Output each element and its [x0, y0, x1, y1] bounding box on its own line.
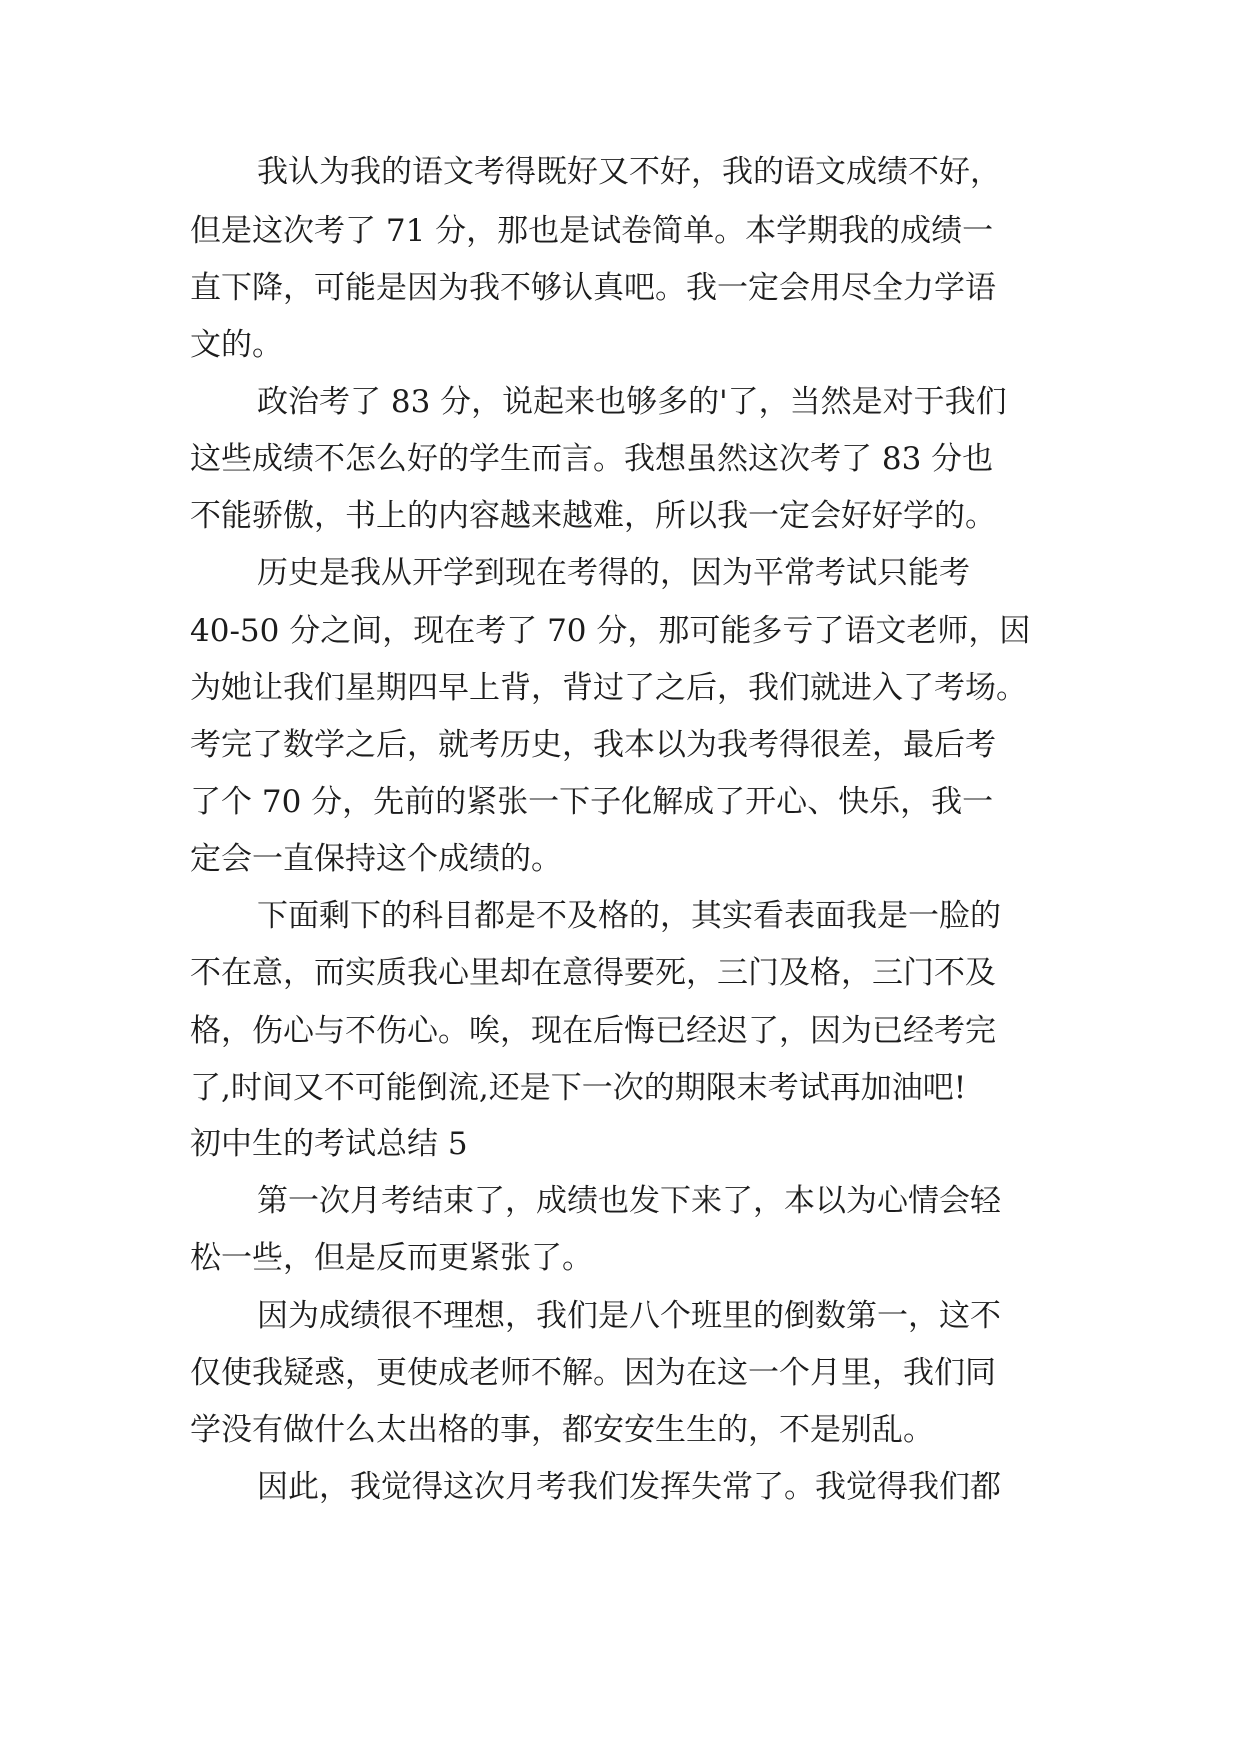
paragraph-1-line-1: 我认为我的语文考得既好又不好，我的语文成绩不好，: [257, 154, 1001, 190]
paragraph-3-line-4: 考完了数学之后，就考历史，我本以为我考得很差，最后考: [190, 727, 996, 763]
paragraph-2-line-2: 这些成绩不怎么好的学生而言。我想虽然这次考了 83 分也: [190, 441, 994, 477]
paragraph-3-line-2: 40-50 分之间，现在考了 70 分，那可能多亏了语文老师，因: [190, 613, 1031, 649]
paragraph-6-line-2: 仅使我疑惑，更使成老师不解。因为在这一个月里，我们同: [190, 1355, 996, 1391]
paragraph-4-line-1: 下面剩下的科目都是不及格的，其实看表面我是一脸的: [257, 898, 1001, 934]
paragraph-1-line-3: 直下降，可能是因为我不够认真吧。我一定会用尽全力学语: [190, 270, 996, 306]
paragraph-1-line-4: 文的。: [190, 327, 283, 363]
paragraph-6-line-1: 因为成绩很不理想，我们是八个班里的倒数第一，这不: [257, 1298, 1001, 1334]
paragraph-1-line-2: 但是这次考了 71 分，那也是试卷简单。本学期我的成绩一: [190, 213, 994, 249]
section-heading: 初中生的考试总结 5: [190, 1126, 468, 1162]
paragraph-3-line-1: 历史是我从开学到现在考得的，因为平常考试只能考: [257, 555, 970, 591]
paragraph-5-line-1: 第一次月考结束了，成绩也发下来了，本以为心情会轻: [257, 1183, 1001, 1219]
paragraph-2-line-1: 政治考了 83 分，说起来也够多的'了，当然是对于我们: [257, 384, 1007, 420]
paragraph-2-line-3: 不能骄傲，书上的内容越来越难，所以我一定会好好学的。: [190, 498, 996, 534]
paragraph-4-line-3: 格，伤心与不伤心。唉，现在后悔已经迟了，因为已经考完: [190, 1013, 996, 1049]
paragraph-5-line-2: 松一些，但是反而更紧张了。: [190, 1240, 593, 1276]
paragraph-3-line-3: 为她让我们星期四早上背，背过了之后，我们就进入了考场。: [190, 670, 1027, 706]
paragraph-3-line-5: 了个 70 分，先前的紧张一下子化解成了开心、快乐，我一: [190, 784, 994, 820]
paragraph-3-line-6: 定会一直保持这个成绩的。: [190, 841, 562, 877]
paragraph-7-line-1: 因此，我觉得这次月考我们发挥失常了。我觉得我们都: [257, 1469, 1001, 1505]
paragraph-6-line-3: 学没有做什么太出格的事，都安安生生的，不是别乱。: [190, 1412, 934, 1448]
paragraph-4-line-4: 了,时间又不可能倒流,还是下一次的期限末考试再加油吧!: [190, 1070, 967, 1106]
paragraph-4-line-2: 不在意，而实质我心里却在意得要死，三门及格，三门不及: [190, 955, 996, 991]
